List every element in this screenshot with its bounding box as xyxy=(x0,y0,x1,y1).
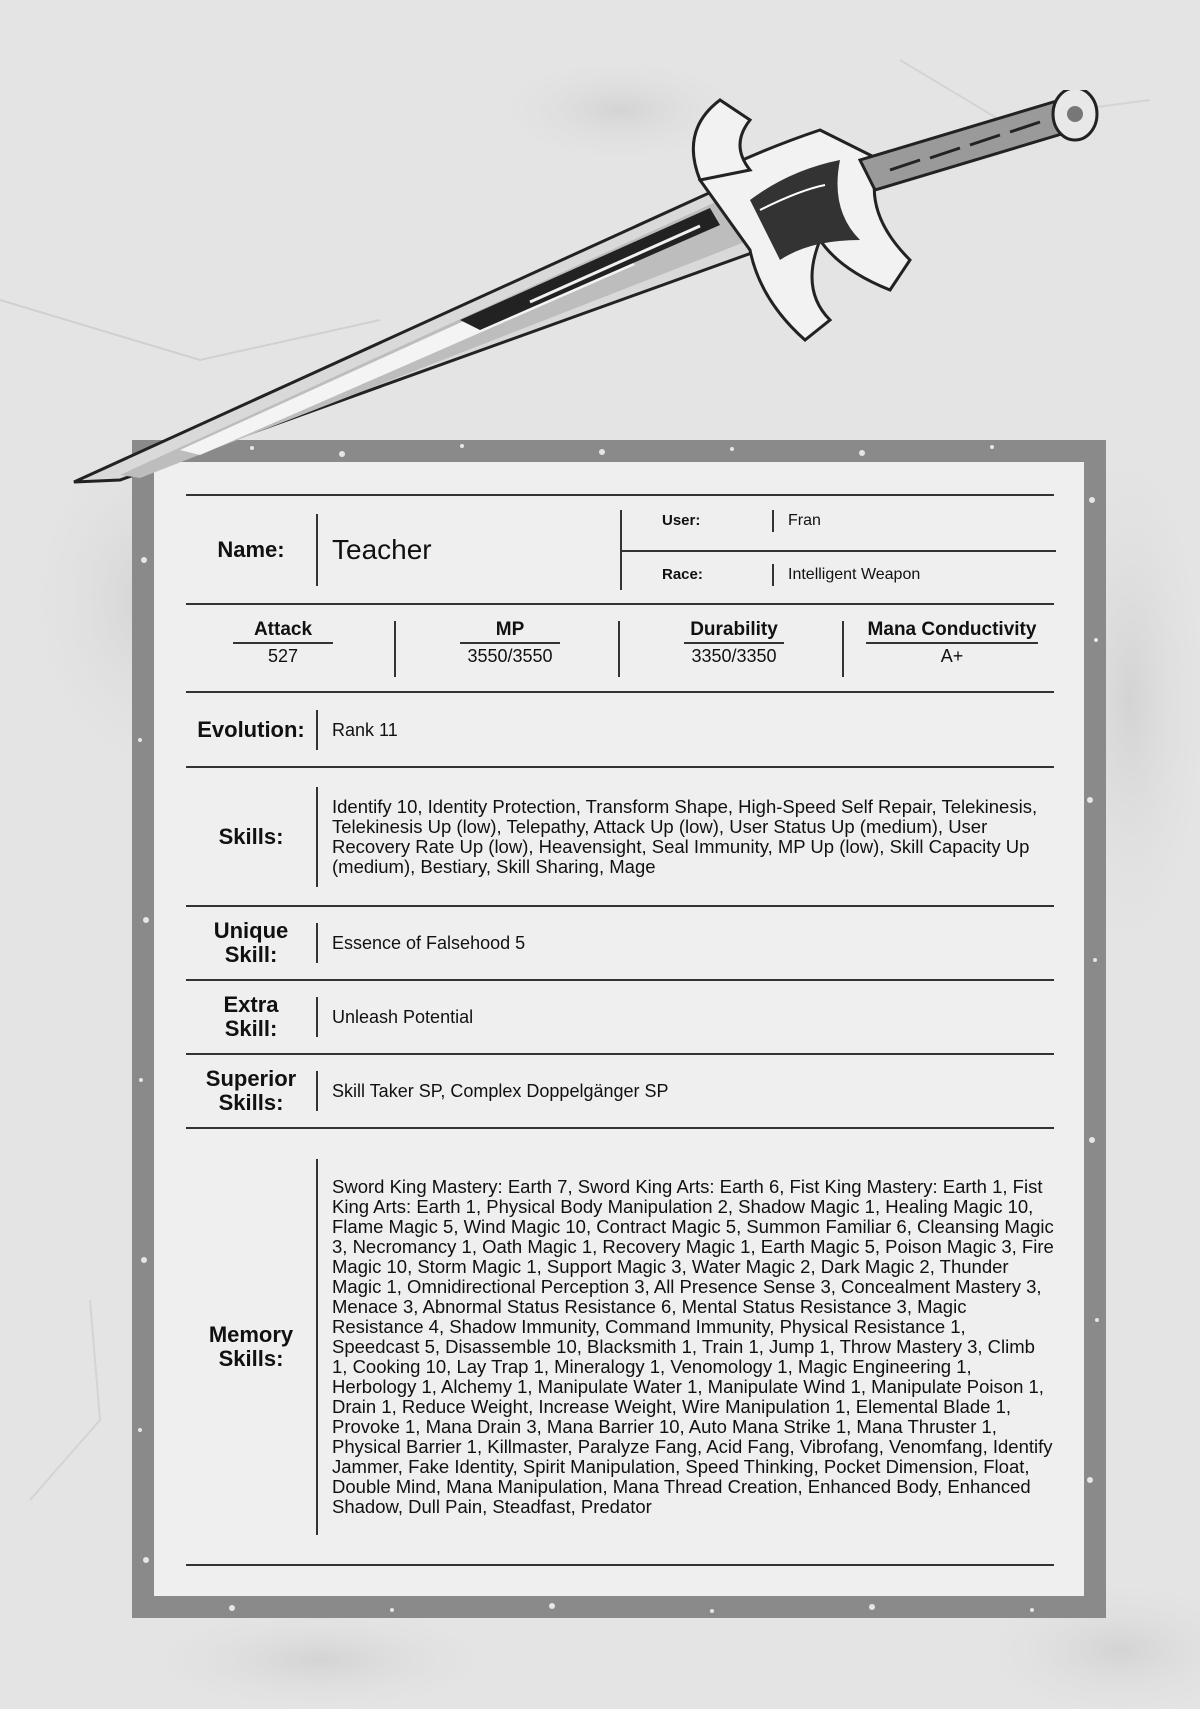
name-label: Name: xyxy=(217,536,285,562)
label-line: Skills: xyxy=(218,1090,284,1115)
stat-label: Attack xyxy=(233,619,333,644)
label-line: Memory xyxy=(208,1321,294,1347)
stat-mana-conductivity xyxy=(850,619,1054,677)
superior-skills-value: Skill Taker SP, Complex Doppelgänger SP xyxy=(316,1071,1054,1111)
stat-value: 3550/3550 xyxy=(467,646,553,666)
user-label: User: xyxy=(662,512,701,529)
stat-label: MP xyxy=(460,619,560,644)
stat-attack xyxy=(186,619,380,677)
sword-grip xyxy=(860,100,1075,190)
divider xyxy=(622,550,1056,552)
superior-skills-row xyxy=(186,1053,1054,1127)
stat-label: Durability xyxy=(684,619,784,644)
evolution-row xyxy=(186,691,1054,766)
skills-row xyxy=(186,766,1054,905)
divider xyxy=(618,621,620,677)
skills-value: Identify 10, Identity Protection, Transform Shape, High-Speed Self Repair, Telekinesis, Telekinesis Up (low), Telepathy, Attack Up (low), User Status Up (medium), User Recovery Rate Up (low), Heavensight, Seal Immunity, MP Up (low), Skill Capacity Up (medium), Bestiary, Skill Sharing, Mage xyxy=(316,787,1054,887)
stat-value: 3350/3350 xyxy=(691,646,777,666)
stat-label: Mana Conductivity xyxy=(866,619,1039,644)
race-label: Race: xyxy=(662,566,703,583)
label-line: Extra xyxy=(223,992,279,1017)
label-line: Skill: xyxy=(224,942,278,967)
evolution-label: Evolution: xyxy=(197,716,305,742)
stat-value: A+ xyxy=(940,646,964,666)
memory-skills-label xyxy=(186,1323,316,1371)
unique-skill-value: Essence of Falsehood 5 xyxy=(316,923,1054,963)
sword-illustration xyxy=(60,90,1140,510)
superior-skills-label xyxy=(186,1067,316,1115)
label-line: Superior xyxy=(205,1066,297,1091)
memory-skills-value: Sword King Mastery: Earth 7, Sword King Arts: Earth 6, Fist King Mastery: Earth 1, Fist King Arts: Earth 1, Physical Body Manipulation 2, Shadow Magic 1, Healing Magic 10, Flame Magic 5, Wind Magic 10, Contract Magic 5, Summon Familiar 6, Cleansing Magic 3, Necromancy 1, Oath Magic 1, Recovery Magic 1, Earth Magic 5, Poison Magic 3, Fire Magic 10, Storm Magic 1, Support Magic 3, Water Magic 2, Dark Magic 2, Thunder Magic 1, Omnidirectional Perception 3, All Presence Sense 3, Concealment Mastery 3, Menace 3, Abnormal Status Resistance 6, Mental Status Resistance 3, Magic Resistance 4, Shadow Immunity, Command Immunity, Physical Resistance 1, Speedcast 5, Disassemble 10, Blacksmith 1, Train 1, Jump 1, Throw Mastery 3, Climb 1, Cooking 10, Lay Trap 1, Mineralogy 1, Venomology 1, Magic Engineering 1, Herbology 1, Alchemy 1, Manipulate Water 1, Manipulate Wind 1, Manipulate Poison 1, Drain 1, Reduce Weight, Increase Weight, Wire Manipulation 1, Elemental Blade 1, Provoke 1, Mana Drain 3, Mana Barrier 10, Auto Mana Strike 1, Mana Thruster 1, Physical Barrier 1, Killmaster, Paralyze Fang, Acid Fang, Vibrofang, Venomfang, Identify Jammer, Fake Identity, Spirit Manipulation, Speed Thinking, Pocket Dimension, Float, Double Mind, Mana Manipulation, Mana Thread Creation, Enhanced Body, Enhanced Shadow, Dull Pain, Steadfast, Predator xyxy=(316,1159,1054,1535)
unique-skill-label xyxy=(186,919,316,967)
name-row xyxy=(186,494,1054,603)
race-value: Intelligent Weapon xyxy=(772,564,920,586)
memory-skills-row xyxy=(186,1127,1054,1566)
label-line: Skills: xyxy=(218,1345,284,1371)
user-value: Fran xyxy=(772,510,821,532)
divider xyxy=(842,621,844,677)
status-sheet xyxy=(186,494,1054,1566)
label-line: Unique xyxy=(213,918,289,943)
evolution-value: Rank 11 xyxy=(316,710,1054,750)
stats-row xyxy=(186,603,1054,691)
stat-value: 527 xyxy=(267,646,299,666)
label-line: Skill: xyxy=(224,1016,278,1041)
extra-skill-value: Unleash Potential xyxy=(316,997,1054,1037)
stat-mp xyxy=(402,619,618,677)
extra-skill-row xyxy=(186,979,1054,1053)
divider xyxy=(394,621,396,677)
stat-durability xyxy=(626,619,842,677)
skills-label: Skills: xyxy=(218,823,284,849)
user-race-box xyxy=(620,510,1056,590)
unique-skill-row xyxy=(186,905,1054,979)
weapon-name: Teacher xyxy=(316,514,606,586)
extra-skill-label xyxy=(186,993,316,1041)
